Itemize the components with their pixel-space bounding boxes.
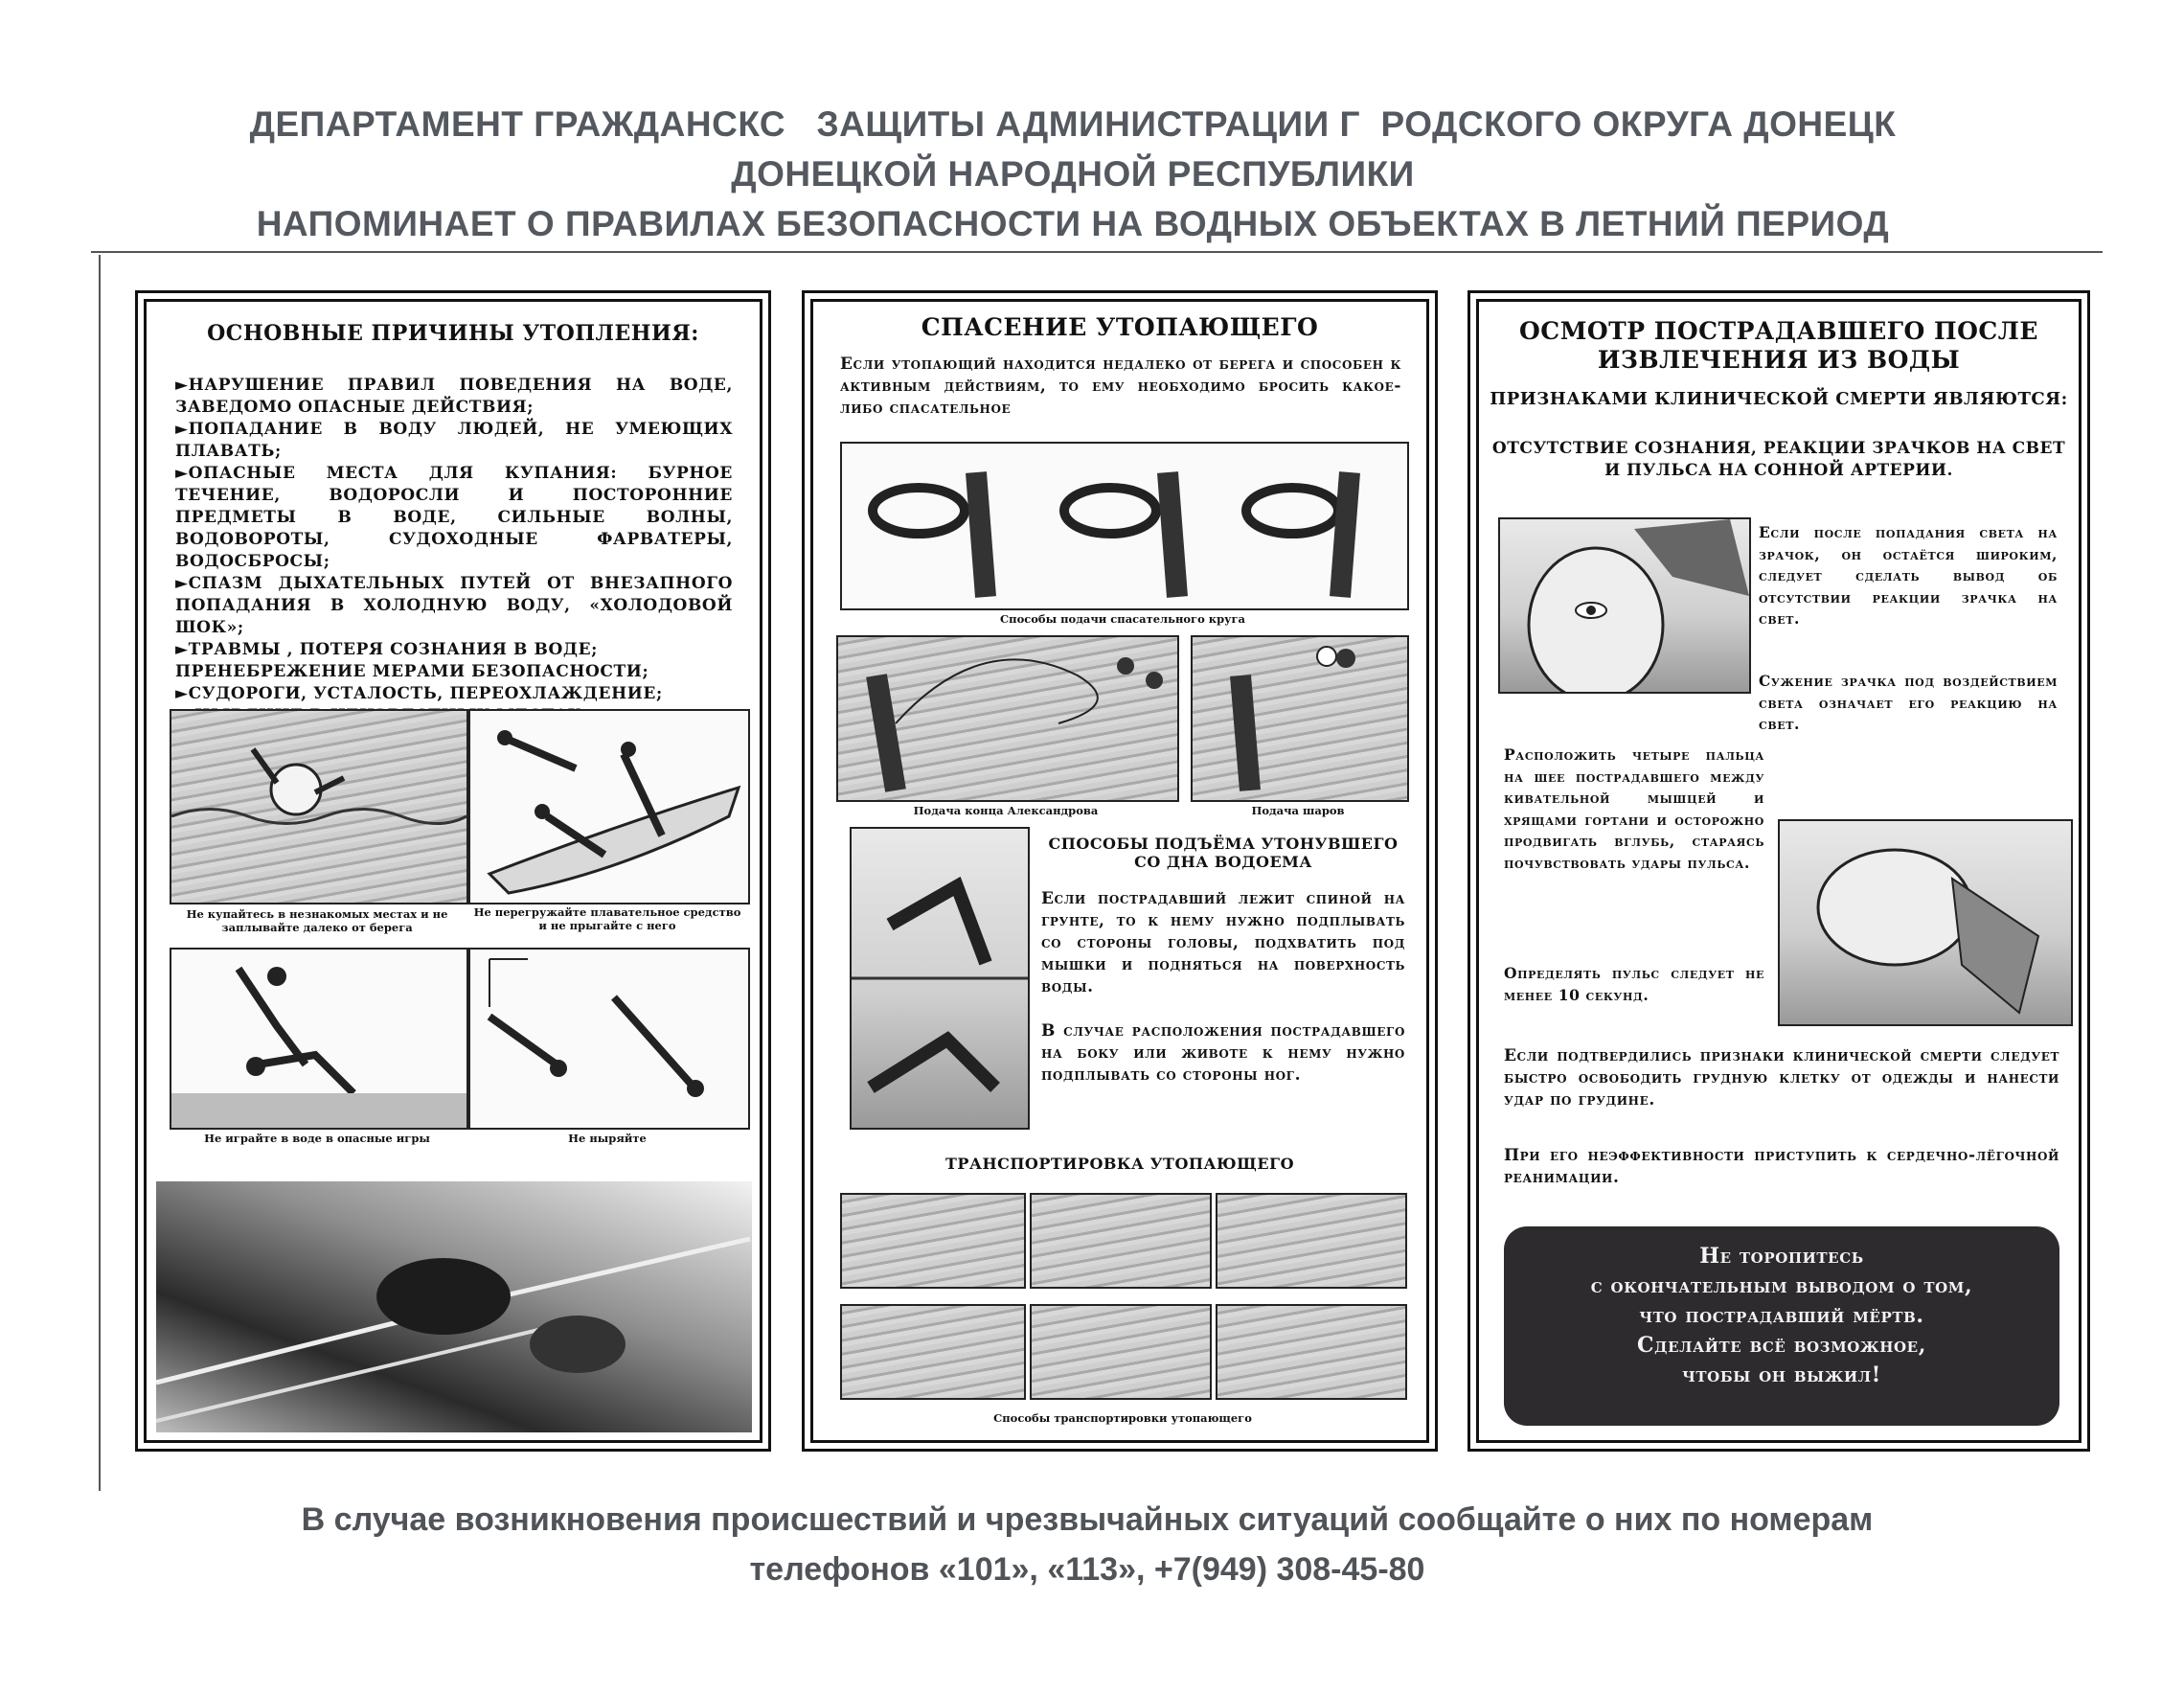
pupil-text-2: Сужение зрачка под воздействием света означает его реакцию на свет. [1759, 672, 2058, 733]
panel-title-examination: ОСМОТР ПОСТРАДАВШЕГО ПОСЛЕ ИЗВЛЕЧЕНИЯ ИЗ ВОДЫ [1519, 317, 2038, 374]
frame-line-top [91, 251, 2103, 253]
caption-ring: Способы подачи спасательного круга [1000, 612, 1245, 626]
rescue-boat-icon [156, 1181, 752, 1432]
panel-examination [1476, 299, 2082, 1443]
illustration-dangerous-games [170, 948, 468, 1130]
transport-method-6 [1216, 1304, 1407, 1400]
transport-method-5 [1030, 1304, 1212, 1400]
cause-item: ПРЕНЕБРЕЖЕНИЕ МЕРАМИ БЕЗОПАСНОСТИ; [175, 662, 649, 681]
lift-text-2: В случае расположения пострадавшего на боку или животе к нему нужно подплывать со стороны ног. [1041, 1021, 1405, 1085]
neck-pulse-icon [1780, 821, 2071, 1024]
cause-item: ►СУДОРОГИ, УСТАЛОСТЬ, ПЕРЕОХЛАЖДЕНИЕ; [175, 684, 663, 703]
confirm-text-2: При его неэффективности приступить к сердечно-лёгочной реанимации. [1504, 1146, 2059, 1187]
transport-method-2 [1030, 1193, 1212, 1289]
transport-caption: Способы транспортировки утопающего [993, 1411, 1252, 1425]
illustration-overloaded-boat [468, 709, 750, 904]
illustration-pulse-check [1778, 819, 2073, 1026]
warning-line: Не торопитесь [1699, 1244, 1864, 1269]
illustration-no-diving [468, 948, 750, 1130]
illustration-drowning-swimmer [170, 709, 468, 904]
header-line-3: НАПОМИНАЕТ О ПРАВИЛАХ БЕЗОПАСНОСТИ НА ВОДНЫХ ОБЪЕКТАХ В ЛЕТНИЙ ПЕРИОД [256, 204, 1890, 243]
signs-heading: ПРИЗНАКАМИ КЛИНИЧЕСКОЙ СМЕРТИ ЯВЛЯЮТСЯ: [1490, 389, 2068, 409]
transport-method-4 [840, 1304, 1026, 1400]
footer [115, 1495, 2059, 1594]
drowning-swimmer-icon [171, 711, 466, 903]
boat-jumpers-icon [470, 711, 748, 903]
warning-line: что пострадавший мёртв. [1639, 1303, 1924, 1328]
caption-no-games: Не играйте в воде в опасные игры [204, 1132, 430, 1145]
warning-line: с окончательным выводом о том, [1590, 1273, 1973, 1298]
panel-title-rescue: СПАСЕНИЕ УТОПАЮЩЕГО [921, 313, 1319, 341]
rope-icon [838, 637, 1177, 800]
illustration-pupil-check [1498, 517, 1751, 694]
footer-line-2: телефонов «101», «113», +7(949) 308-45-80 [749, 1551, 1425, 1588]
footer-line-1: В случае возникновения происшествий и чрезвычайных ситуаций сообщайте о них по номерам [301, 1501, 1874, 1538]
lift-title: СПОСОБЫ ПОДЪЁМА УТОНУВШЕГО СО ДНА ВОДОЕМА [1048, 835, 1399, 871]
lift-text-1: Если пострадавший лежит спиной на грунте, то к нему нужно подплывать со стороны головы, подхватить под мышки и подняться на поверхность воды. [1041, 889, 1405, 996]
pulse-text-1: Расположить четыре пальца на шее пострадавшего между кивательной мышцей и хрящами гортани и осторожно продвигать вглубь, стараясь почувствовать удары пульса. [1504, 745, 1764, 872]
panel-drowning-causes [144, 299, 762, 1443]
face-eye-icon [1500, 519, 1749, 692]
cause-item: ►НАРУШЕНИЕ ПРАВИЛ ПОВЕДЕНИЯ НА ВОДЕ, ЗАВЕДОМО ОПАСНЫЕ ДЕЙСТВИЯ; [175, 376, 733, 417]
header-line-1: ДЕПАРТАМЕНТ ГРАЖДАНСКС ЗАЩИТЫ АДМИНИСТРАЦИИ Г РОДСКОГО ОКРУГА ДОНЕЦК [249, 104, 1897, 144]
caption-balls: Подача шаров [1251, 804, 1345, 817]
header-line-2: ДОНЕЦКОЙ НАРОДНОЙ РЕСПУБЛИКИ [731, 154, 1415, 194]
illustration-rope-throw [836, 635, 1179, 802]
panel-title-causes: ОСНОВНЫЕ ПРИЧИНЫ УТОПЛЕНИЯ: [207, 321, 699, 346]
cause-item: ►ПОПАДАНИЕ В ВОДУ ЛЮДЕЙ, НЕ УМЕЮЩИХ ПЛАВАТЬ; [175, 420, 733, 461]
pupil-text-1: Если после попадания света на зрачок, он остаётся широким, следует сделать вывод об отсутствии реакции зрачка на свет. [1759, 523, 2058, 628]
panel-rescue [810, 299, 1429, 1443]
transport-method-3 [1216, 1193, 1407, 1289]
signs-text: ОТСУТСТВИЕ СОЗНАНИЯ, РЕАКЦИИ ЗРАЧКОВ НА СВЕТ И ПУЛЬСА НА СОННОЙ АРТЕРИИ. [1491, 439, 2066, 480]
illustration-balls-throw [1191, 635, 1409, 802]
caption-rope: Подача конца Александрова [913, 804, 1099, 817]
causes-list [175, 375, 733, 727]
warning-line: чтобы он выжил! [1682, 1362, 1881, 1387]
warning-line: Сделайте всё возможное, [1637, 1333, 1926, 1358]
balls-icon [1193, 637, 1407, 800]
cause-item: ►СПАЗМ ДЫХАТЕЛЬНЫХ ПУТЕЙ ОТ ВНЕЗАПНОГО ПОПАДАНИЯ В ХОЛОДНУЮ ВОДУ, «ХОЛОДОВОЙ ШОК»; [175, 574, 733, 637]
confirm-text-1: Если подтвердились признаки клинической смерти следует быстро освободить грудную клетку от одежды и нанести удар по грудине. [1504, 1046, 2059, 1110]
pulse-text-2: Определять пульс следует не менее 10 секунд. [1504, 964, 1764, 1004]
transport-method-1 [840, 1193, 1026, 1289]
transport-title: ТРАНСПОРТИРОВКА УТОПАЮЩЕГО [945, 1155, 1294, 1173]
illustration-underwater-lift [850, 827, 1030, 1130]
water-games-icon [171, 950, 466, 1128]
underwater-lift-icon [852, 829, 1028, 1128]
frame-line-left [99, 255, 101, 1491]
diving-icon [470, 950, 748, 1128]
life-ring-icon [842, 444, 1407, 608]
caption-unknown-places: Не купайтесь в незнакомых местах и не заплывайте далеко от берега [186, 907, 448, 934]
warning-box [1504, 1226, 2059, 1426]
cause-item: ►ТРАВМЫ , ПОТЕРЯ СОЗНАНИЯ В ВОДЕ; [175, 640, 599, 659]
header [115, 100, 2031, 249]
rescue-intro-text: Если утопающий находится недалеко от берега и способен к активным действиям, то ему необходимо бросить какое-либо спасательное [840, 355, 1401, 418]
caption-no-overload: Не перегружайте плавательное средство и не прыгайте с него [473, 905, 741, 932]
photo-rescue-boat [156, 1181, 752, 1432]
cause-item: ►ОПАСНЫЕ МЕСТА ДЛЯ КУПАНИЯ: БУРНОЕ ТЕЧЕНИЕ, ВОДОРОСЛИ И ПОСТОРОННИЕ ПРЕДМЕТЫ В ВОДЕ, СИЛЬНЫЕ ВОЛНЫ, ВОДОВОРОТЫ, СУДОХОДНЫЕ ФАРВАТЕРЫ, ВОДОСБРОСЫ; [175, 464, 733, 571]
caption-no-diving: Не ныряйте [568, 1132, 647, 1145]
illustration-ring-throw [840, 442, 1409, 610]
